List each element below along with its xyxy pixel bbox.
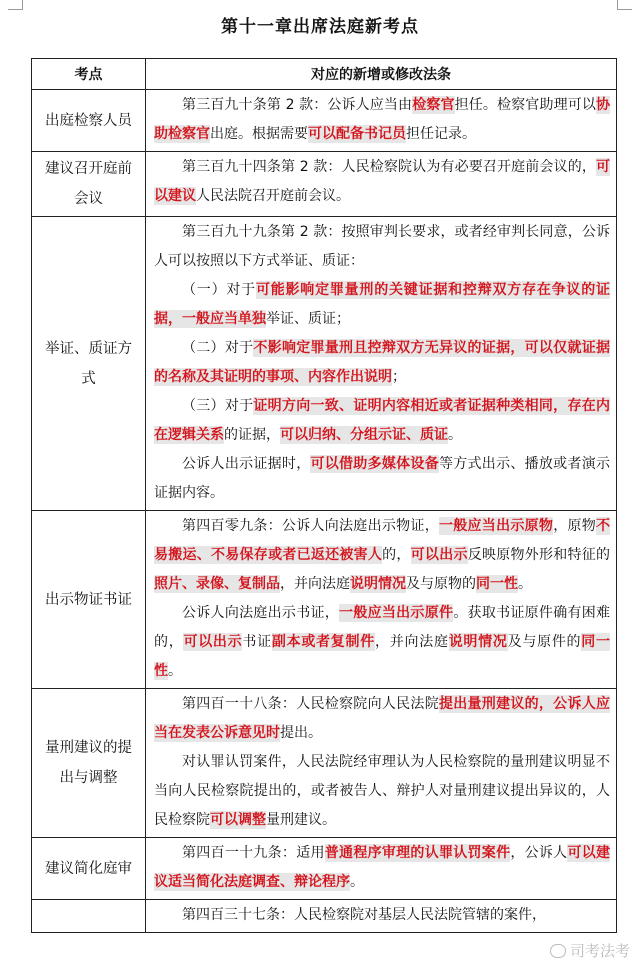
article-paragraph	[154, 91, 610, 149]
article-cell	[146, 689, 617, 838]
article-text: 公诉人向法庭出示书证，	[182, 605, 340, 621]
highlighted-text: 可以调整	[210, 812, 266, 828]
article-cell	[146, 152, 617, 217]
article-paragraph	[154, 690, 610, 748]
article-paragraph	[154, 218, 610, 276]
highlighted-text: 协助检察官	[154, 97, 611, 142]
article-text: 第四百一十九条：适用	[182, 845, 325, 861]
table-row	[32, 152, 617, 217]
highlighted-text: 可以出示	[183, 634, 243, 650]
exam-point-cell: 出庭检察人员	[32, 90, 146, 152]
watermark-text: 司考法考	[569, 942, 630, 960]
article-text: ，并向法庭	[375, 634, 449, 650]
article-text: 第四百三十七条：人民检察院对基层人民法院管辖的案件，	[182, 907, 546, 923]
article-cell	[146, 511, 617, 689]
article-paragraph	[154, 153, 610, 211]
article-text: 量刑建议。	[266, 812, 336, 828]
highlighted-text: 证明方向一致、证明内容相近或者证据种类相同，存在内在逻辑关系	[154, 398, 611, 443]
article-text: 提出。	[280, 725, 322, 741]
highlighted-text: 一般应当出示原物	[438, 518, 554, 534]
highlighted-text: 副本或者复制件	[271, 634, 376, 650]
watermark	[550, 940, 630, 961]
exam-point-cell: 举证、质证方式	[32, 217, 146, 511]
page-corner-mark-left	[8, 0, 23, 10]
highlighted-text: 不影响定罪量刑且控辩双方无异议的证据，可以仅就证据的名称及其证明的事项、内容作出说明	[154, 340, 611, 385]
highlighted-text: 提出量刑建议的，公诉人应当在发表公诉意见时	[154, 696, 611, 741]
highlighted-text: 普通程序审理的认罪认罚案件	[324, 845, 511, 861]
article-text: 第三百九十九条第 2 款：按照审判长要求，或者经审判长同意，公诉人可以按照以下方式举证、质证：	[154, 224, 610, 269]
highlighted-text: 说明情况	[350, 576, 406, 592]
highlighted-text: 不易搬运、不易保存或者已返还被害人	[154, 518, 611, 563]
article-text: 举证、质证；	[266, 311, 350, 327]
table-row	[32, 90, 617, 152]
article-text: 第四百一十八条：人民检察院向人民法院	[182, 696, 439, 712]
article-text: ；	[392, 369, 406, 385]
table-row	[32, 689, 617, 838]
article-text: 第三百九十条第 2 款：公诉人应当由	[182, 97, 413, 113]
highlighted-text: 可以借助多媒体设备	[310, 456, 439, 472]
table-row	[32, 217, 617, 511]
highlighted-text: 可能影响定罪量刑的关键证据和控辩双方存在争议的证据，一般应当单独	[154, 282, 611, 327]
article-text: 公诉人出示证据时，	[182, 456, 311, 472]
highlighted-text: 可以出示	[410, 547, 468, 563]
exam-point-cell: 建议召开庭前会议	[32, 152, 146, 217]
article-text: 担任。检察官助理可以	[454, 97, 597, 113]
article-cell	[146, 217, 617, 511]
highlighted-text: 同一性	[154, 634, 611, 679]
table-header-row	[32, 59, 617, 90]
article-paragraph	[154, 839, 610, 897]
highlighted-text: 一般应当出示原件	[339, 605, 454, 621]
article-text: 。	[168, 663, 182, 679]
article-text: 担任记录。	[406, 126, 476, 142]
article-text: 及与原物的	[406, 576, 476, 592]
article-text: 反映原物外形和特征的	[467, 547, 611, 563]
article-paragraph	[154, 599, 610, 686]
article-paragraph	[154, 334, 610, 392]
article-text: 的证据，	[224, 427, 280, 443]
article-text: ，公诉人	[510, 845, 568, 861]
article-paragraph	[154, 901, 610, 930]
highlighted-text: 可以建议	[154, 159, 610, 204]
article-cell	[146, 838, 617, 900]
article-paragraph	[154, 392, 610, 450]
highlighted-text: 检察官	[412, 97, 455, 113]
article-text: 第四百零九条：公诉人向法庭出示物证，	[182, 518, 439, 534]
article-text: 第三百九十四条第 2 款：人民检察院认为有必要召开庭前会议的，	[182, 159, 596, 175]
highlighted-text: 照片、录像、复制品	[154, 576, 280, 592]
exam-point-cell: 建议简化庭审	[32, 838, 146, 900]
article-cell	[146, 900, 617, 933]
article-text: 对认罪认罚案件，人民法院经审理认为人民检察院的量刑建议明显不当向人民检察院提出的，或者被告人、辩护人对量刑建议提出异议的，人民检察院	[154, 754, 610, 828]
table-body	[32, 90, 617, 933]
table-row	[32, 900, 617, 933]
page-title: 第十一章出席法庭新考点	[221, 17, 419, 37]
highlighted-text: 可以建议适当简化法庭调查、辩论程序	[154, 845, 611, 890]
highlighted-text: 同一性	[476, 576, 518, 592]
article-text: 人民法院召开庭前会议。	[196, 188, 350, 204]
article-text: 。	[518, 576, 532, 592]
article-text: （二）对于	[182, 340, 254, 356]
article-text: 等方式出示、播放或者演示证据内容。	[154, 456, 611, 501]
article-text: 书证	[242, 634, 272, 650]
highlighted-text: 可以配备书记员	[308, 126, 406, 142]
article-text: ，原物	[553, 518, 597, 534]
article-text: （三）对于	[182, 398, 254, 414]
article-text: 的，	[382, 547, 411, 563]
highlighted-text: 说明情况	[448, 634, 508, 650]
table-row	[32, 838, 617, 900]
article-text: 出庭。根据需要	[210, 126, 308, 142]
article-text: （一）对于	[182, 282, 256, 298]
article-text: 。	[448, 427, 462, 443]
article-text: ，并向法庭	[280, 576, 350, 592]
article-text: 。	[350, 874, 364, 890]
exam-point-cell: 出示物证书证	[32, 511, 146, 689]
highlighted-text: 可以归纳、分组示证、质证	[280, 427, 448, 443]
law-table	[31, 58, 617, 933]
table-row	[32, 511, 617, 689]
article-cell	[146, 90, 617, 152]
article-paragraph	[154, 748, 610, 835]
header-articles: 对应的新增或修改法条	[146, 59, 617, 90]
article-text: 。获取书证原件确有困难的，	[154, 605, 611, 650]
article-text: 及与原件的	[507, 634, 582, 650]
wechat-icon	[550, 944, 566, 958]
exam-point-cell	[32, 900, 146, 933]
article-paragraph	[154, 276, 610, 334]
article-paragraph	[154, 450, 610, 508]
header-point: 考点	[32, 59, 146, 90]
exam-point-cell: 量刑建议的提出与调整	[32, 689, 146, 838]
page-corner-mark-right	[617, 0, 632, 10]
article-paragraph	[154, 512, 610, 599]
